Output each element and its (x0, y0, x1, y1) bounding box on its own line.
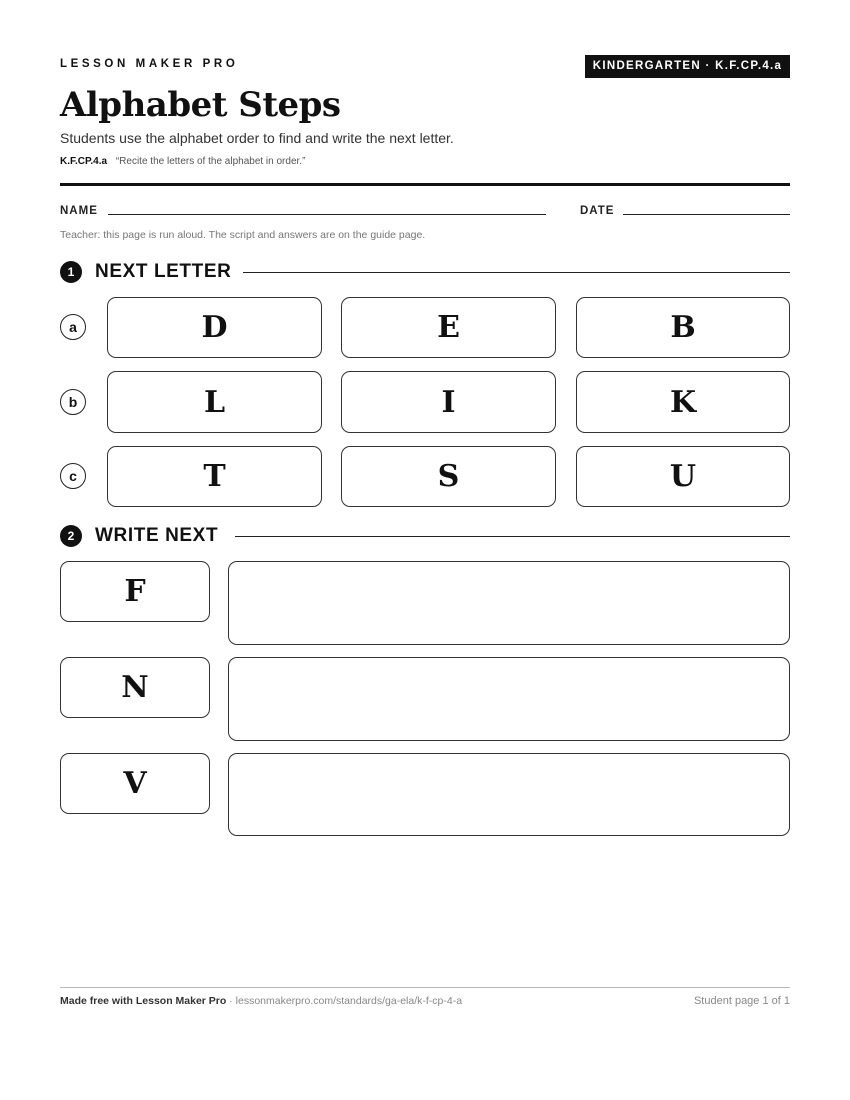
section-1-heading (60, 260, 231, 284)
footer-credit (60, 995, 462, 1007)
letter-box[interactable]: D (107, 297, 322, 358)
letter-box[interactable]: S (341, 446, 556, 507)
section-2-heading (60, 524, 218, 548)
answer-box[interactable] (228, 657, 790, 741)
letter-box[interactable]: T (107, 446, 322, 507)
section-2-rule (235, 536, 790, 537)
section-2-title: WRITE NEXT (95, 525, 219, 546)
row-label-a: a (60, 314, 86, 340)
section-1-number: 1 (60, 261, 82, 283)
letter-box[interactable]: L (107, 371, 322, 433)
letter-box[interactable]: E (341, 297, 556, 358)
standard-quote: “Recite the letters of the alphabet in order.” (115, 156, 306, 167)
section-2-number: 2 (60, 525, 82, 547)
standard-code: K.F.CP.4.a (60, 156, 108, 167)
name-field[interactable] (108, 214, 546, 215)
header-divider (60, 183, 790, 186)
section-1-title: NEXT LETTER (95, 261, 232, 282)
section-1-rule (243, 272, 790, 273)
prompt-letter-box: N (60, 657, 210, 718)
page-title: Alphabet Steps (60, 85, 341, 125)
prompt-letter-box: F (60, 561, 210, 622)
page-subtitle: Students use the alphabet order to find and write the next letter. (60, 130, 454, 146)
grade-badge: KINDERGARTEN · K.F.CP.4.a (585, 55, 790, 78)
prompt-letter-box: V (60, 753, 210, 814)
letter-box[interactable]: B (576, 297, 790, 358)
answer-box[interactable] (228, 561, 790, 645)
date-field[interactable] (623, 214, 790, 215)
footer-page-number: Student page 1 of 1 (693, 995, 790, 1007)
footer-divider (60, 987, 790, 988)
letter-box[interactable]: U (576, 446, 790, 507)
answer-box[interactable] (228, 753, 790, 836)
name-label: NAME (60, 205, 98, 217)
row-label-b: b (60, 389, 86, 415)
footer-url: · lessonmakerpro.com/standards/ga-ela/k-f-cp-4-a (226, 995, 463, 1007)
row-label-c: c (60, 463, 86, 489)
date-label: DATE (580, 205, 615, 217)
brand-name: LESSON MAKER PRO (60, 58, 239, 70)
teacher-note: Teacher: this page is run aloud. The script and answers are on the guide page. (60, 229, 426, 241)
footer-made-with: Made free with Lesson Maker Pro (60, 995, 227, 1007)
letter-box[interactable]: K (576, 371, 790, 433)
standard-reference (60, 156, 305, 167)
letter-box[interactable]: I (341, 371, 556, 433)
